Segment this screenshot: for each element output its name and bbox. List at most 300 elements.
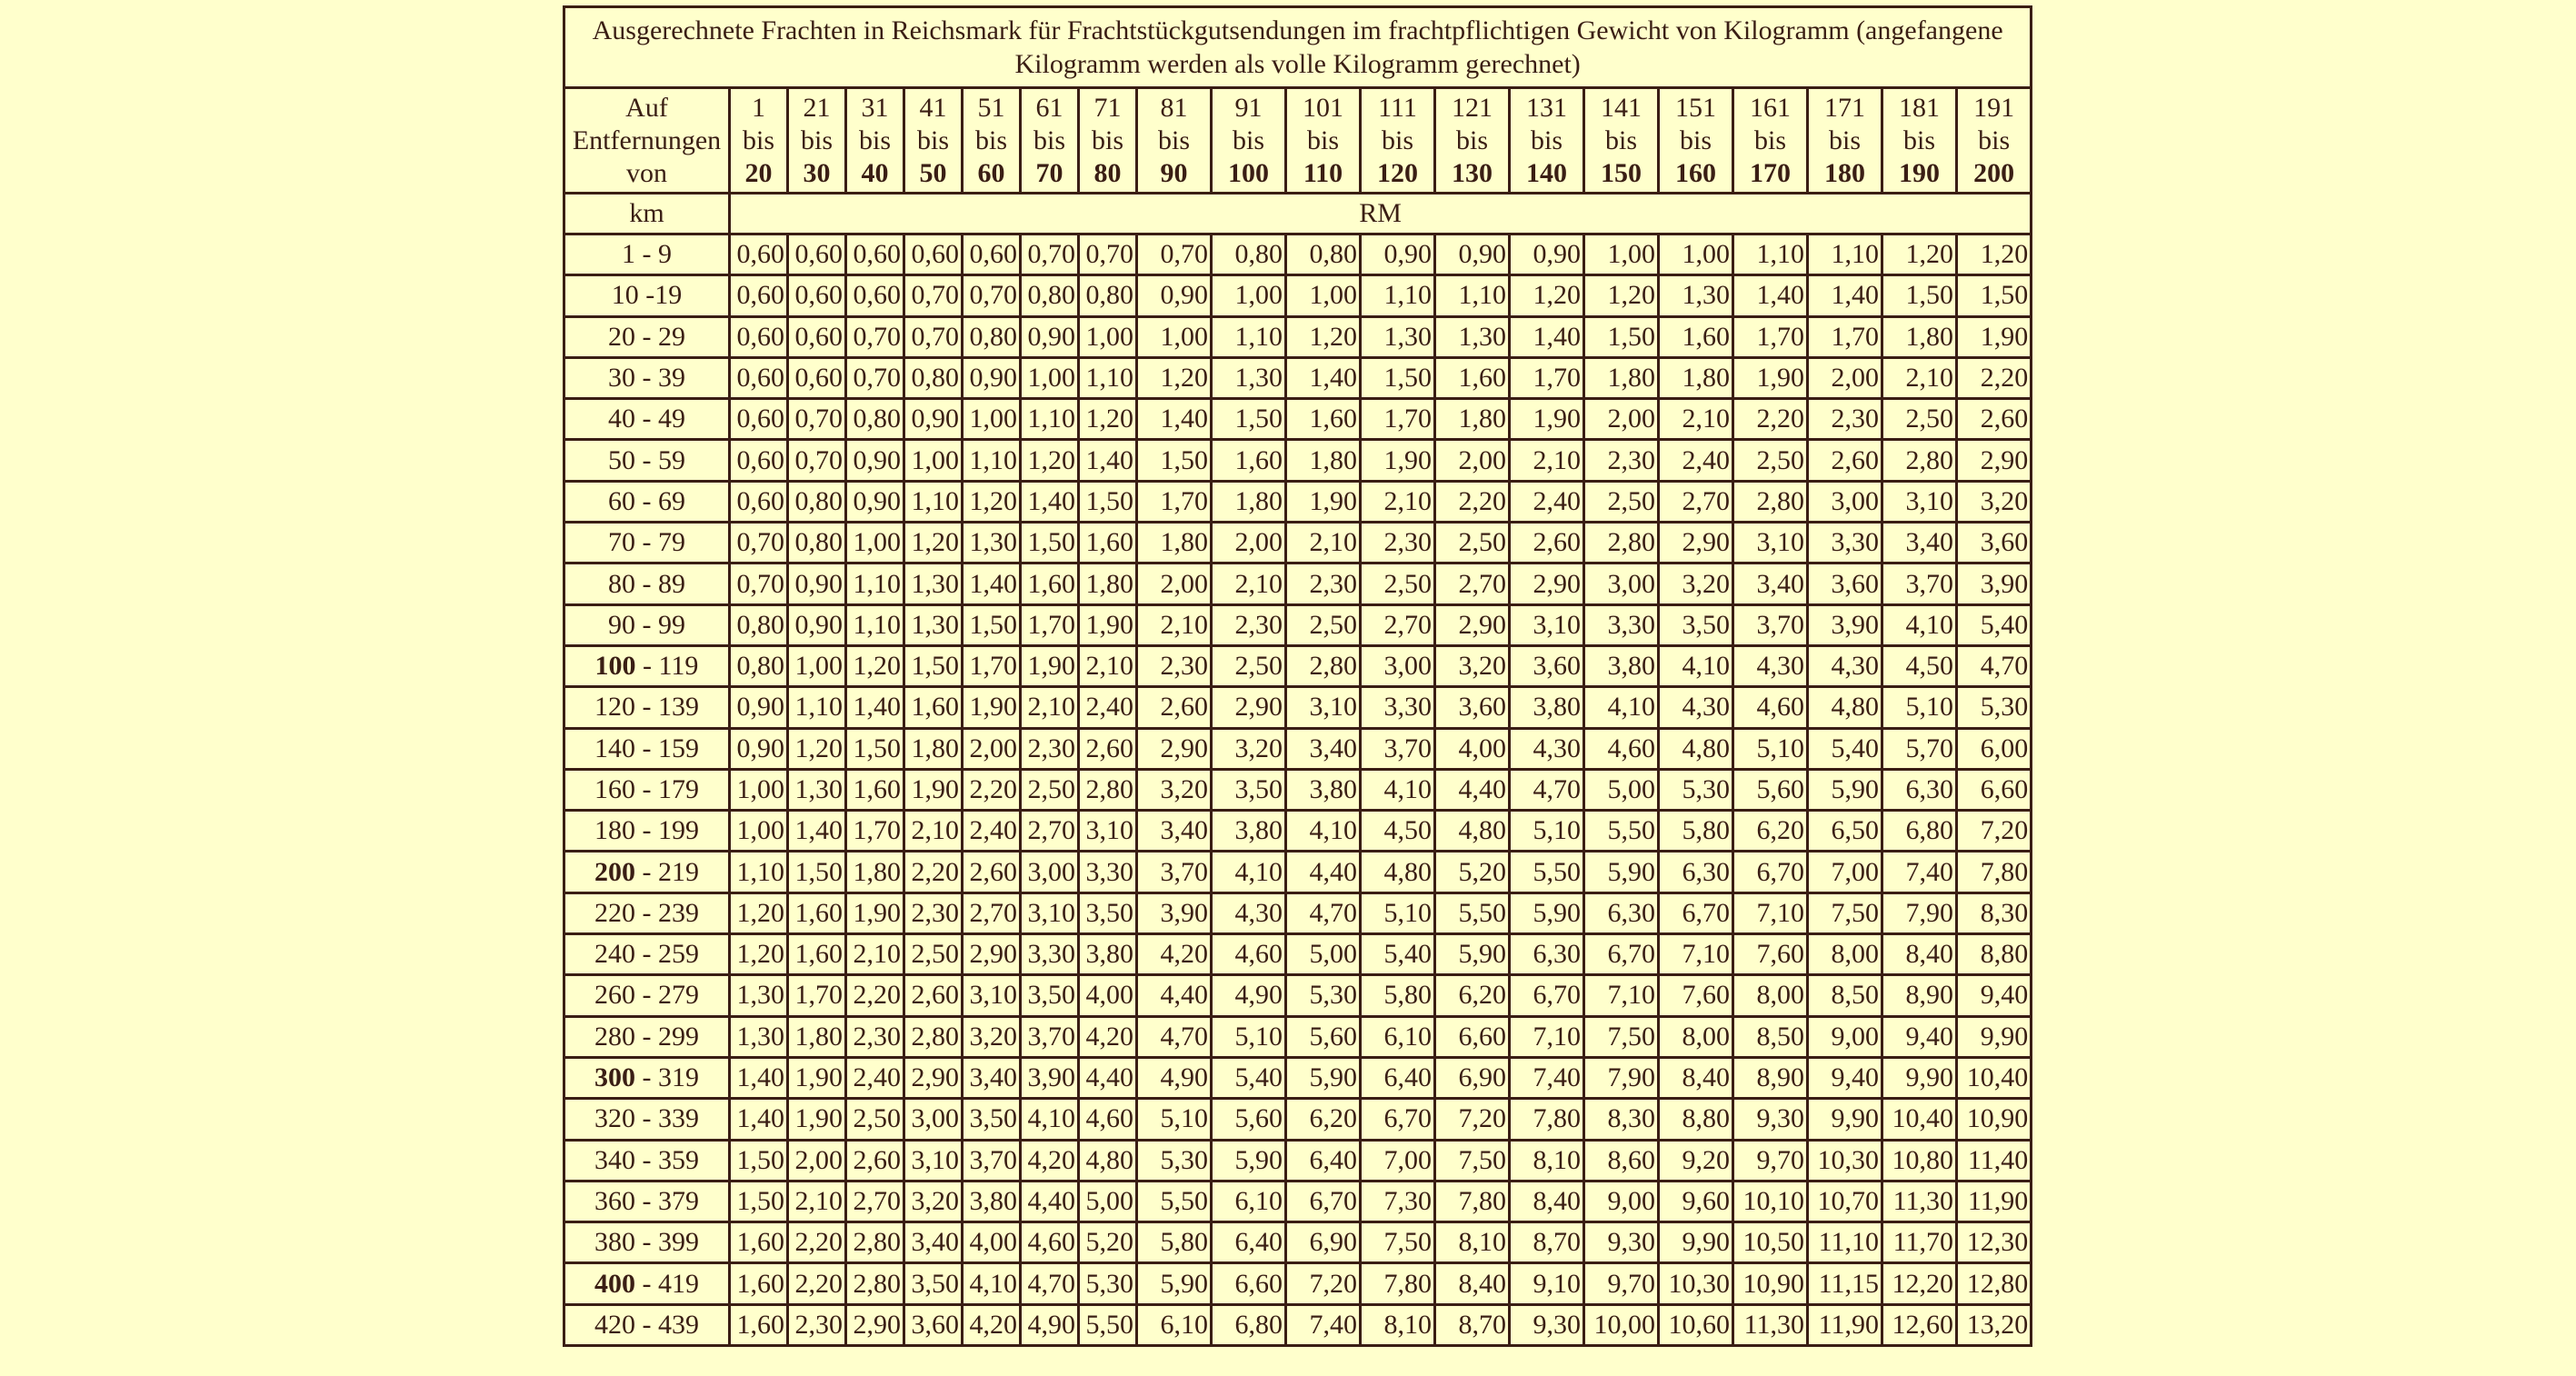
rate-cell: 5,10: [1510, 811, 1584, 852]
weight-to: 160: [1675, 157, 1716, 188]
rate-cell: 6,30: [1510, 934, 1584, 975]
rate-cell: 1,40: [730, 1057, 788, 1098]
rate-cell: 0,90: [730, 687, 788, 728]
distance-range-text: 320 - 339: [594, 1103, 699, 1134]
rate-cell: 4,50: [1882, 645, 1957, 686]
rate-cell: 0,80: [1212, 234, 1286, 275]
rate-cell: 2,80: [1882, 440, 1957, 481]
weight-from: 51: [977, 92, 1005, 123]
weight-to: 90: [1160, 157, 1188, 188]
rate-cell: 1,30: [963, 523, 1021, 563]
rate-cell: 4,40: [1021, 1181, 1079, 1221]
rate-cell: 2,30: [1286, 563, 1361, 604]
rate-cell: 2,10: [1137, 604, 1212, 645]
table-row: [564, 440, 2032, 481]
header-line-auf: Auf: [625, 92, 668, 123]
rate-cell: 1,00: [788, 645, 846, 686]
weight-to: 60: [977, 157, 1005, 188]
rate-cell: 2,90: [1435, 604, 1510, 645]
rate-cell: 0,70: [846, 357, 904, 398]
rate-cell: 1,40: [1286, 357, 1361, 398]
table-row: [564, 1016, 2032, 1057]
weight-to: 40: [861, 157, 889, 188]
rate-cell: 7,20: [1435, 1099, 1510, 1140]
weight-column-header: [846, 88, 904, 194]
rate-cell: 2,00: [1137, 563, 1212, 604]
freight-rate-table: [563, 5, 2032, 1347]
rate-cell: 0,80: [788, 523, 846, 563]
weight-to: 20: [744, 157, 773, 188]
distance-range: [564, 1057, 730, 1098]
weight-to: 150: [1601, 157, 1642, 188]
rate-cell: 2,90: [1957, 440, 2032, 481]
rate-cell: 2,10: [1021, 687, 1079, 728]
rate-cell: 11,30: [1733, 1304, 1808, 1345]
rate-cell: 3,90: [1137, 892, 1212, 933]
rate-cell: 1,00: [730, 769, 788, 810]
rate-cell: 1,30: [1212, 357, 1286, 398]
rate-cell: 3,60: [1808, 563, 1882, 604]
rate-cell: 7,10: [1584, 975, 1659, 1016]
distance-range-text: 1 - 9: [622, 239, 672, 270]
rate-cell: 8,70: [1435, 1304, 1510, 1345]
rate-cell: 2,10: [1361, 481, 1435, 522]
rate-cell: 1,50: [904, 645, 963, 686]
rate-cell: 1,10: [846, 563, 904, 604]
rate-cell: 6,10: [1361, 1016, 1435, 1057]
distance-range: [564, 316, 730, 357]
rate-cell: 4,00: [1435, 728, 1510, 769]
rate-cell: 10,10: [1733, 1181, 1808, 1221]
distance-range-text: 280 - 299: [594, 1021, 699, 1052]
rate-cell: 0,80: [904, 357, 963, 398]
rate-cell: 1,50: [1137, 440, 1212, 481]
rate-cell: 3,70: [1021, 1016, 1079, 1057]
weight-column-header: [1957, 88, 2032, 194]
rate-cell: 4,20: [963, 1304, 1021, 1345]
distance-range: [564, 769, 730, 810]
rate-cell: 1,60: [846, 769, 904, 810]
rate-cell: 1,50: [788, 852, 846, 892]
weight-bis: bis: [1232, 125, 1264, 155]
rate-cell: 1,10: [904, 481, 963, 522]
rate-cell: 0,90: [788, 563, 846, 604]
rate-cell: 2,30: [1212, 604, 1286, 645]
rate-cell: 1,60: [1212, 440, 1286, 481]
rate-cell: 3,80: [963, 1181, 1021, 1221]
weight-column-header: [963, 88, 1021, 194]
weight-from: 21: [803, 92, 831, 123]
weight-bis: bis: [974, 125, 1007, 155]
rate-cell: 3,30: [1021, 934, 1079, 975]
rate-cell: 7,30: [1361, 1181, 1435, 1221]
rate-cell: 1,50: [730, 1140, 788, 1181]
rate-cell: 11,40: [1957, 1140, 2032, 1181]
rate-cell: 7,80: [1957, 852, 2032, 892]
rate-cell: 0,80: [730, 604, 788, 645]
table-row: [564, 852, 2032, 892]
rate-cell: 1,60: [730, 1304, 788, 1345]
rate-cell: 2,90: [1659, 523, 1733, 563]
rate-cell: 0,70: [1021, 234, 1079, 275]
distance-range-text: - 419: [635, 1268, 699, 1299]
distance-range: [564, 563, 730, 604]
rate-rows: [564, 234, 2032, 1346]
rate-cell: 2,60: [1808, 440, 1882, 481]
rate-cell: 1,20: [1510, 275, 1584, 316]
distance-range: [564, 975, 730, 1016]
rate-cell: 10,60: [1659, 1304, 1733, 1345]
table-row: [564, 645, 2032, 686]
unit-rm: RM: [730, 194, 2032, 234]
rate-cell: 4,20: [1079, 1016, 1137, 1057]
table-row: [564, 357, 2032, 398]
rate-cell: 5,90: [1137, 1263, 1212, 1304]
rate-cell: 6,70: [1733, 852, 1808, 892]
rate-cell: 4,80: [1079, 1140, 1137, 1181]
distance-range: [564, 275, 730, 316]
rate-cell: 3,10: [1733, 523, 1808, 563]
weight-from: 181: [1899, 92, 1940, 123]
rate-cell: 2,30: [904, 892, 963, 933]
weight-to: 110: [1303, 157, 1343, 188]
distance-range-text: 80 - 89: [608, 568, 685, 599]
weight-to: 130: [1452, 157, 1493, 188]
rate-cell: 1,20: [1079, 399, 1137, 440]
rate-cell: 1,40: [1079, 440, 1137, 481]
rate-cell: 4,80: [1435, 811, 1510, 852]
rate-cell: 3,80: [1212, 811, 1286, 852]
rate-cell: 1,80: [846, 852, 904, 892]
table-row: [564, 1304, 2032, 1345]
rate-cell: 6,30: [1882, 769, 1957, 810]
rate-cell: 1,80: [904, 728, 963, 769]
rate-cell: 3,10: [1286, 687, 1361, 728]
rate-cell: 4,90: [1137, 1057, 1212, 1098]
rate-cell: 1,40: [1808, 275, 1882, 316]
rate-cell: 3,40: [963, 1057, 1021, 1098]
rate-cell: 3,70: [1882, 563, 1957, 604]
weight-bis: bis: [1306, 125, 1339, 155]
rate-cell: 3,10: [1510, 604, 1584, 645]
rate-cell: 0,70: [1137, 234, 1212, 275]
rate-cell: 2,30: [788, 1304, 846, 1345]
rate-cell: 7,80: [1435, 1181, 1510, 1221]
rate-cell: 2,80: [1286, 645, 1361, 686]
rate-cell: 1,50: [1584, 316, 1659, 357]
rate-cell: 2,50: [1733, 440, 1808, 481]
rate-cell: 9,90: [1659, 1222, 1733, 1263]
rate-cell: 0,90: [730, 728, 788, 769]
table-row: [564, 523, 2032, 563]
rate-cell: 1,10: [730, 852, 788, 892]
rate-cell: 5,50: [1137, 1181, 1212, 1221]
rate-cell: 2,50: [1212, 645, 1286, 686]
rate-cell: 0,80: [1021, 275, 1079, 316]
rate-cell: 8,10: [1435, 1222, 1510, 1263]
rate-cell: 5,20: [1435, 852, 1510, 892]
weight-column-header: [1361, 88, 1435, 194]
rate-cell: 4,70: [1137, 1016, 1212, 1057]
rate-cell: 1,20: [1021, 440, 1079, 481]
rate-cell: 10,30: [1808, 1140, 1882, 1181]
rate-cell: 2,30: [1137, 645, 1212, 686]
rate-cell: 9,90: [1957, 1016, 2032, 1057]
rate-cell: 11,70: [1882, 1222, 1957, 1263]
rate-cell: 1,20: [1957, 234, 2032, 275]
table-row: [564, 1222, 2032, 1263]
rate-cell: 5,10: [1361, 892, 1435, 933]
rate-cell: 2,20: [788, 1263, 846, 1304]
rate-cell: 9,00: [1584, 1181, 1659, 1221]
rate-cell: 5,80: [1659, 811, 1733, 852]
distance-range-start: 300: [594, 1062, 635, 1093]
rate-cell: 8,30: [1957, 892, 2032, 933]
distance-column-header: [564, 88, 730, 194]
rate-cell: 5,50: [1584, 811, 1659, 852]
rate-cell: 3,40: [1286, 728, 1361, 769]
distance-range: [564, 852, 730, 892]
rate-cell: 8,10: [1361, 1304, 1435, 1345]
rate-cell: 2,80: [1733, 481, 1808, 522]
rate-cell: 2,20: [963, 769, 1021, 810]
rate-cell: 2,70: [1435, 563, 1510, 604]
rate-cell: 9,10: [1510, 1263, 1584, 1304]
rate-cell: 1,90: [1286, 481, 1361, 522]
rate-cell: 1,60: [788, 934, 846, 975]
rate-cell: 8,40: [1882, 934, 1957, 975]
rate-cell: 4,10: [1882, 604, 1957, 645]
unit-km: km: [564, 194, 730, 234]
rate-cell: 3,80: [1079, 934, 1137, 975]
rate-cell: 0,90: [788, 604, 846, 645]
rate-cell: 5,90: [1286, 1057, 1361, 1098]
weight-column-header: [1733, 88, 1808, 194]
rate-cell: 1,70: [1137, 481, 1212, 522]
weight-from: 111: [1378, 92, 1417, 123]
weight-bis: bis: [1033, 125, 1065, 155]
rate-cell: 7,60: [1659, 975, 1733, 1016]
rate-cell: 3,60: [1957, 523, 2032, 563]
rate-cell: 5,90: [1808, 769, 1882, 810]
rate-cell: 10,40: [1882, 1099, 1957, 1140]
weight-bis: bis: [1753, 125, 1786, 155]
rate-cell: 1,00: [846, 523, 904, 563]
rate-cell: 1,10: [788, 687, 846, 728]
rate-cell: 1,60: [1021, 563, 1079, 604]
rate-cell: 1,90: [1361, 440, 1435, 481]
rate-cell: 1,00: [1659, 234, 1733, 275]
rate-cell: 1,60: [904, 687, 963, 728]
rate-cell: 1,90: [1957, 316, 2032, 357]
weight-to: 80: [1093, 157, 1122, 188]
distance-range-text: 360 - 379: [594, 1185, 699, 1216]
rate-cell: 0,90: [1510, 234, 1584, 275]
rate-cell: 0,60: [963, 234, 1021, 275]
distance-range-text: 120 - 139: [594, 692, 699, 723]
rate-cell: 7,40: [1882, 852, 1957, 892]
rate-cell: 1,10: [1435, 275, 1510, 316]
rate-cell: 8,80: [1659, 1099, 1733, 1140]
rate-cell: 1,60: [1286, 399, 1361, 440]
distance-range-text: 50 - 59: [608, 444, 685, 475]
rate-cell: 5,30: [1659, 769, 1733, 810]
rate-cell: 3,70: [963, 1140, 1021, 1181]
table-row: [564, 1057, 2032, 1098]
rate-cell: 0,60: [730, 399, 788, 440]
rate-cell: 2,70: [1659, 481, 1733, 522]
rate-cell: 3,60: [1435, 687, 1510, 728]
rate-cell: 1,50: [963, 604, 1021, 645]
rate-cell: 2,50: [1286, 604, 1361, 645]
rate-cell: 3,40: [1882, 523, 1957, 563]
rate-cell: 9,30: [1510, 1304, 1584, 1345]
rate-cell: 4,30: [1212, 892, 1286, 933]
rate-cell: 2,60: [904, 975, 963, 1016]
rate-cell: 3,50: [1212, 769, 1286, 810]
table-row: [564, 1140, 2032, 1181]
rate-cell: 4,40: [1286, 852, 1361, 892]
rate-cell: 1,30: [904, 563, 963, 604]
weight-to: 170: [1750, 157, 1791, 188]
rate-cell: 0,70: [788, 440, 846, 481]
rate-cell: 2,20: [788, 1222, 846, 1263]
rate-cell: 7,80: [1510, 1099, 1584, 1140]
unit-row: [564, 194, 2032, 234]
rate-cell: 7,10: [1510, 1016, 1584, 1057]
rate-cell: 1,80: [1584, 357, 1659, 398]
rate-cell: 3,90: [1957, 563, 2032, 604]
rate-cell: 11,90: [1808, 1304, 1882, 1345]
distance-range: [564, 1304, 730, 1345]
rate-cell: 6,60: [1435, 1016, 1510, 1057]
rate-cell: 5,40: [1808, 728, 1882, 769]
rate-cell: 12,60: [1882, 1304, 1957, 1345]
rate-cell: 0,70: [904, 316, 963, 357]
rate-cell: 2,70: [963, 892, 1021, 933]
table-row: [564, 1099, 2032, 1140]
rate-cell: 1,00: [1212, 275, 1286, 316]
rate-cell: 1,00: [1079, 316, 1137, 357]
weight-to: 70: [1035, 157, 1063, 188]
rate-cell: 1,20: [730, 934, 788, 975]
distance-range-text: 220 - 239: [594, 897, 699, 928]
rate-cell: 6,20: [1286, 1099, 1361, 1140]
rate-cell: 1,60: [788, 892, 846, 933]
rate-cell: 2,00: [1212, 523, 1286, 563]
weight-from: 131: [1526, 92, 1567, 123]
rate-cell: 2,20: [904, 852, 963, 892]
rate-cell: 4,70: [1286, 892, 1361, 933]
rate-cell: 3,10: [1021, 892, 1079, 933]
rate-cell: 1,90: [788, 1057, 846, 1098]
rate-cell: 1,40: [1021, 481, 1079, 522]
weight-column-header: [788, 88, 846, 194]
weight-from: 81: [1160, 92, 1188, 123]
table-row: [564, 728, 2032, 769]
rate-cell: 3,90: [1021, 1057, 1079, 1098]
rate-cell: 10,70: [1808, 1181, 1882, 1221]
rate-cell: 9,40: [1882, 1016, 1957, 1057]
rate-cell: 6,20: [1733, 811, 1808, 852]
weight-bis: bis: [1455, 125, 1488, 155]
rate-cell: 7,10: [1659, 934, 1733, 975]
rate-cell: 2,20: [1435, 481, 1510, 522]
rate-cell: 4,10: [1212, 852, 1286, 892]
rate-cell: 4,60: [1212, 934, 1286, 975]
rate-cell: 1,70: [1733, 316, 1808, 357]
rate-cell: 8,80: [1957, 934, 2032, 975]
rate-cell: 7,20: [1286, 1263, 1361, 1304]
rate-cell: 1,90: [1510, 399, 1584, 440]
rate-cell: 0,70: [1079, 234, 1137, 275]
rate-cell: 1,00: [1584, 234, 1659, 275]
rate-cell: 9,60: [1659, 1181, 1733, 1221]
rate-cell: 0,60: [788, 234, 846, 275]
rate-cell: 6,00: [1957, 728, 2032, 769]
rate-cell: 9,90: [1882, 1057, 1957, 1098]
weight-bis: bis: [1978, 125, 2011, 155]
rate-cell: 0,60: [904, 234, 963, 275]
rate-cell: 4,40: [1435, 769, 1510, 810]
weight-from: 101: [1303, 92, 1343, 123]
rate-cell: 2,30: [846, 1016, 904, 1057]
rate-cell: 3,00: [1808, 481, 1882, 522]
rate-cell: 1,00: [1021, 357, 1079, 398]
rate-cell: 4,70: [1957, 645, 2032, 686]
rate-cell: 2,80: [846, 1222, 904, 1263]
rate-cell: 1,20: [730, 892, 788, 933]
weight-from: 31: [861, 92, 889, 123]
rate-cell: 2,10: [904, 811, 963, 852]
weight-bis: bis: [1091, 125, 1123, 155]
rate-cell: 9,30: [1733, 1099, 1808, 1140]
rate-cell: 1,70: [1510, 357, 1584, 398]
rate-cell: 8,70: [1510, 1222, 1584, 1263]
rate-cell: 1,90: [1021, 645, 1079, 686]
rate-cell: 5,00: [1286, 934, 1361, 975]
rate-cell: 1,50: [1021, 523, 1079, 563]
rate-cell: 1,60: [1079, 523, 1137, 563]
rate-cell: 1,10: [1079, 357, 1137, 398]
rate-cell: 4,70: [1021, 1263, 1079, 1304]
rate-cell: 2,00: [963, 728, 1021, 769]
rate-cell: 3,90: [1808, 604, 1882, 645]
rate-cell: 5,00: [1584, 769, 1659, 810]
weight-column-header: [904, 88, 963, 194]
rate-cell: 5,50: [1435, 892, 1510, 933]
distance-range-text: 380 - 399: [594, 1227, 699, 1258]
distance-range-text: 240 - 259: [594, 939, 699, 970]
rate-cell: 5,00: [1079, 1181, 1137, 1221]
rate-cell: 4,40: [1137, 975, 1212, 1016]
rate-cell: 4,90: [1021, 1304, 1079, 1345]
rate-cell: 2,10: [1659, 399, 1733, 440]
rate-cell: 5,90: [1510, 892, 1584, 933]
rate-cell: 0,80: [846, 399, 904, 440]
rate-cell: 1,40: [1510, 316, 1584, 357]
rate-cell: 2,80: [1079, 769, 1137, 810]
rate-cell: 0,60: [846, 275, 904, 316]
rate-cell: 6,90: [1286, 1222, 1361, 1263]
rate-cell: 3,50: [1079, 892, 1137, 933]
rate-cell: 11,15: [1808, 1263, 1882, 1304]
rate-cell: 1,30: [1361, 316, 1435, 357]
rate-cell: 2,60: [1510, 523, 1584, 563]
rate-cell: 6,70: [1659, 892, 1733, 933]
rate-cell: 0,80: [730, 645, 788, 686]
weight-column-header: [1212, 88, 1286, 194]
